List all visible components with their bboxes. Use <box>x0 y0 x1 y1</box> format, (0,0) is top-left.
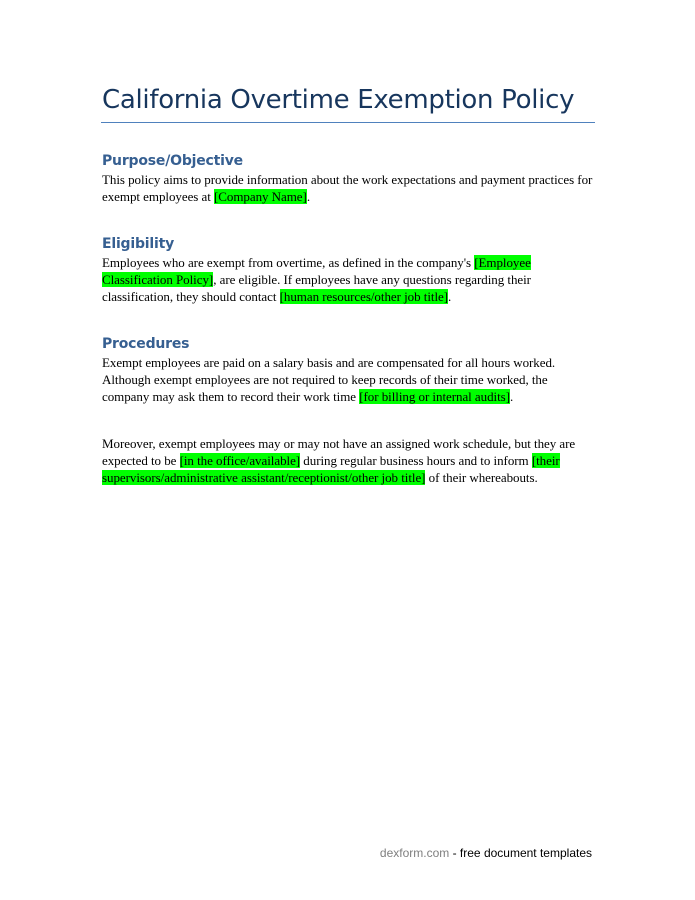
placeholder-field[interactable]: [for billing or internal audits] <box>359 389 510 404</box>
text: . <box>448 289 452 304</box>
text: This policy aims to provide information about the work expectations and payment practices for exempt employees at <box>102 172 593 204</box>
placeholder-field[interactable]: [in the office/available] <box>179 453 301 468</box>
section-purpose <box>102 151 597 205</box>
text: Exempt employees are paid on a salary basis and are compensated for all hours worked. Although exempt employees are not required to keep records of their time worked, the company may ask them to record their work time <box>102 355 556 404</box>
section-heading: Purpose/Objective <box>102 153 243 169</box>
text: . <box>509 389 514 404</box>
section-procedures <box>102 334 597 486</box>
text: Employees who are exempt from overtime, as defined in the company's <box>102 255 475 270</box>
footer-brand-link[interactable]: dexform.com <box>379 846 450 860</box>
footer <box>380 846 592 860</box>
section-heading: Procedures <box>102 336 190 352</box>
placeholder-field[interactable]: [their supervisors/administrative assistant/receptionist/other job title] <box>102 453 560 485</box>
text: of their whereabouts. <box>425 470 538 485</box>
section-eligibility <box>102 234 597 305</box>
text: , are eligible. If employees have any questions regarding their classification, they should contact <box>102 272 531 304</box>
section-heading: Eligibility <box>102 236 175 252</box>
placeholder-field[interactable]: [Employee Classification Policy] <box>102 255 531 287</box>
footer-text: - free document templates <box>449 846 592 860</box>
placeholder-field[interactable]: [Company Name] <box>214 189 307 204</box>
paragraph <box>102 435 597 486</box>
paragraph <box>102 354 597 405</box>
text: . <box>306 189 311 204</box>
document-title: California Overtime Exemption Policy <box>102 85 575 115</box>
text: Moreover, exempt employees may or may not have an assigned work schedule, but they are expected to be <box>102 436 576 468</box>
paragraph <box>102 171 597 205</box>
title-divider <box>101 122 595 123</box>
paragraph <box>102 254 597 305</box>
placeholder-field[interactable]: [human resources/other job title] <box>279 289 449 304</box>
text: during regular business hours and to inform <box>300 453 532 468</box>
